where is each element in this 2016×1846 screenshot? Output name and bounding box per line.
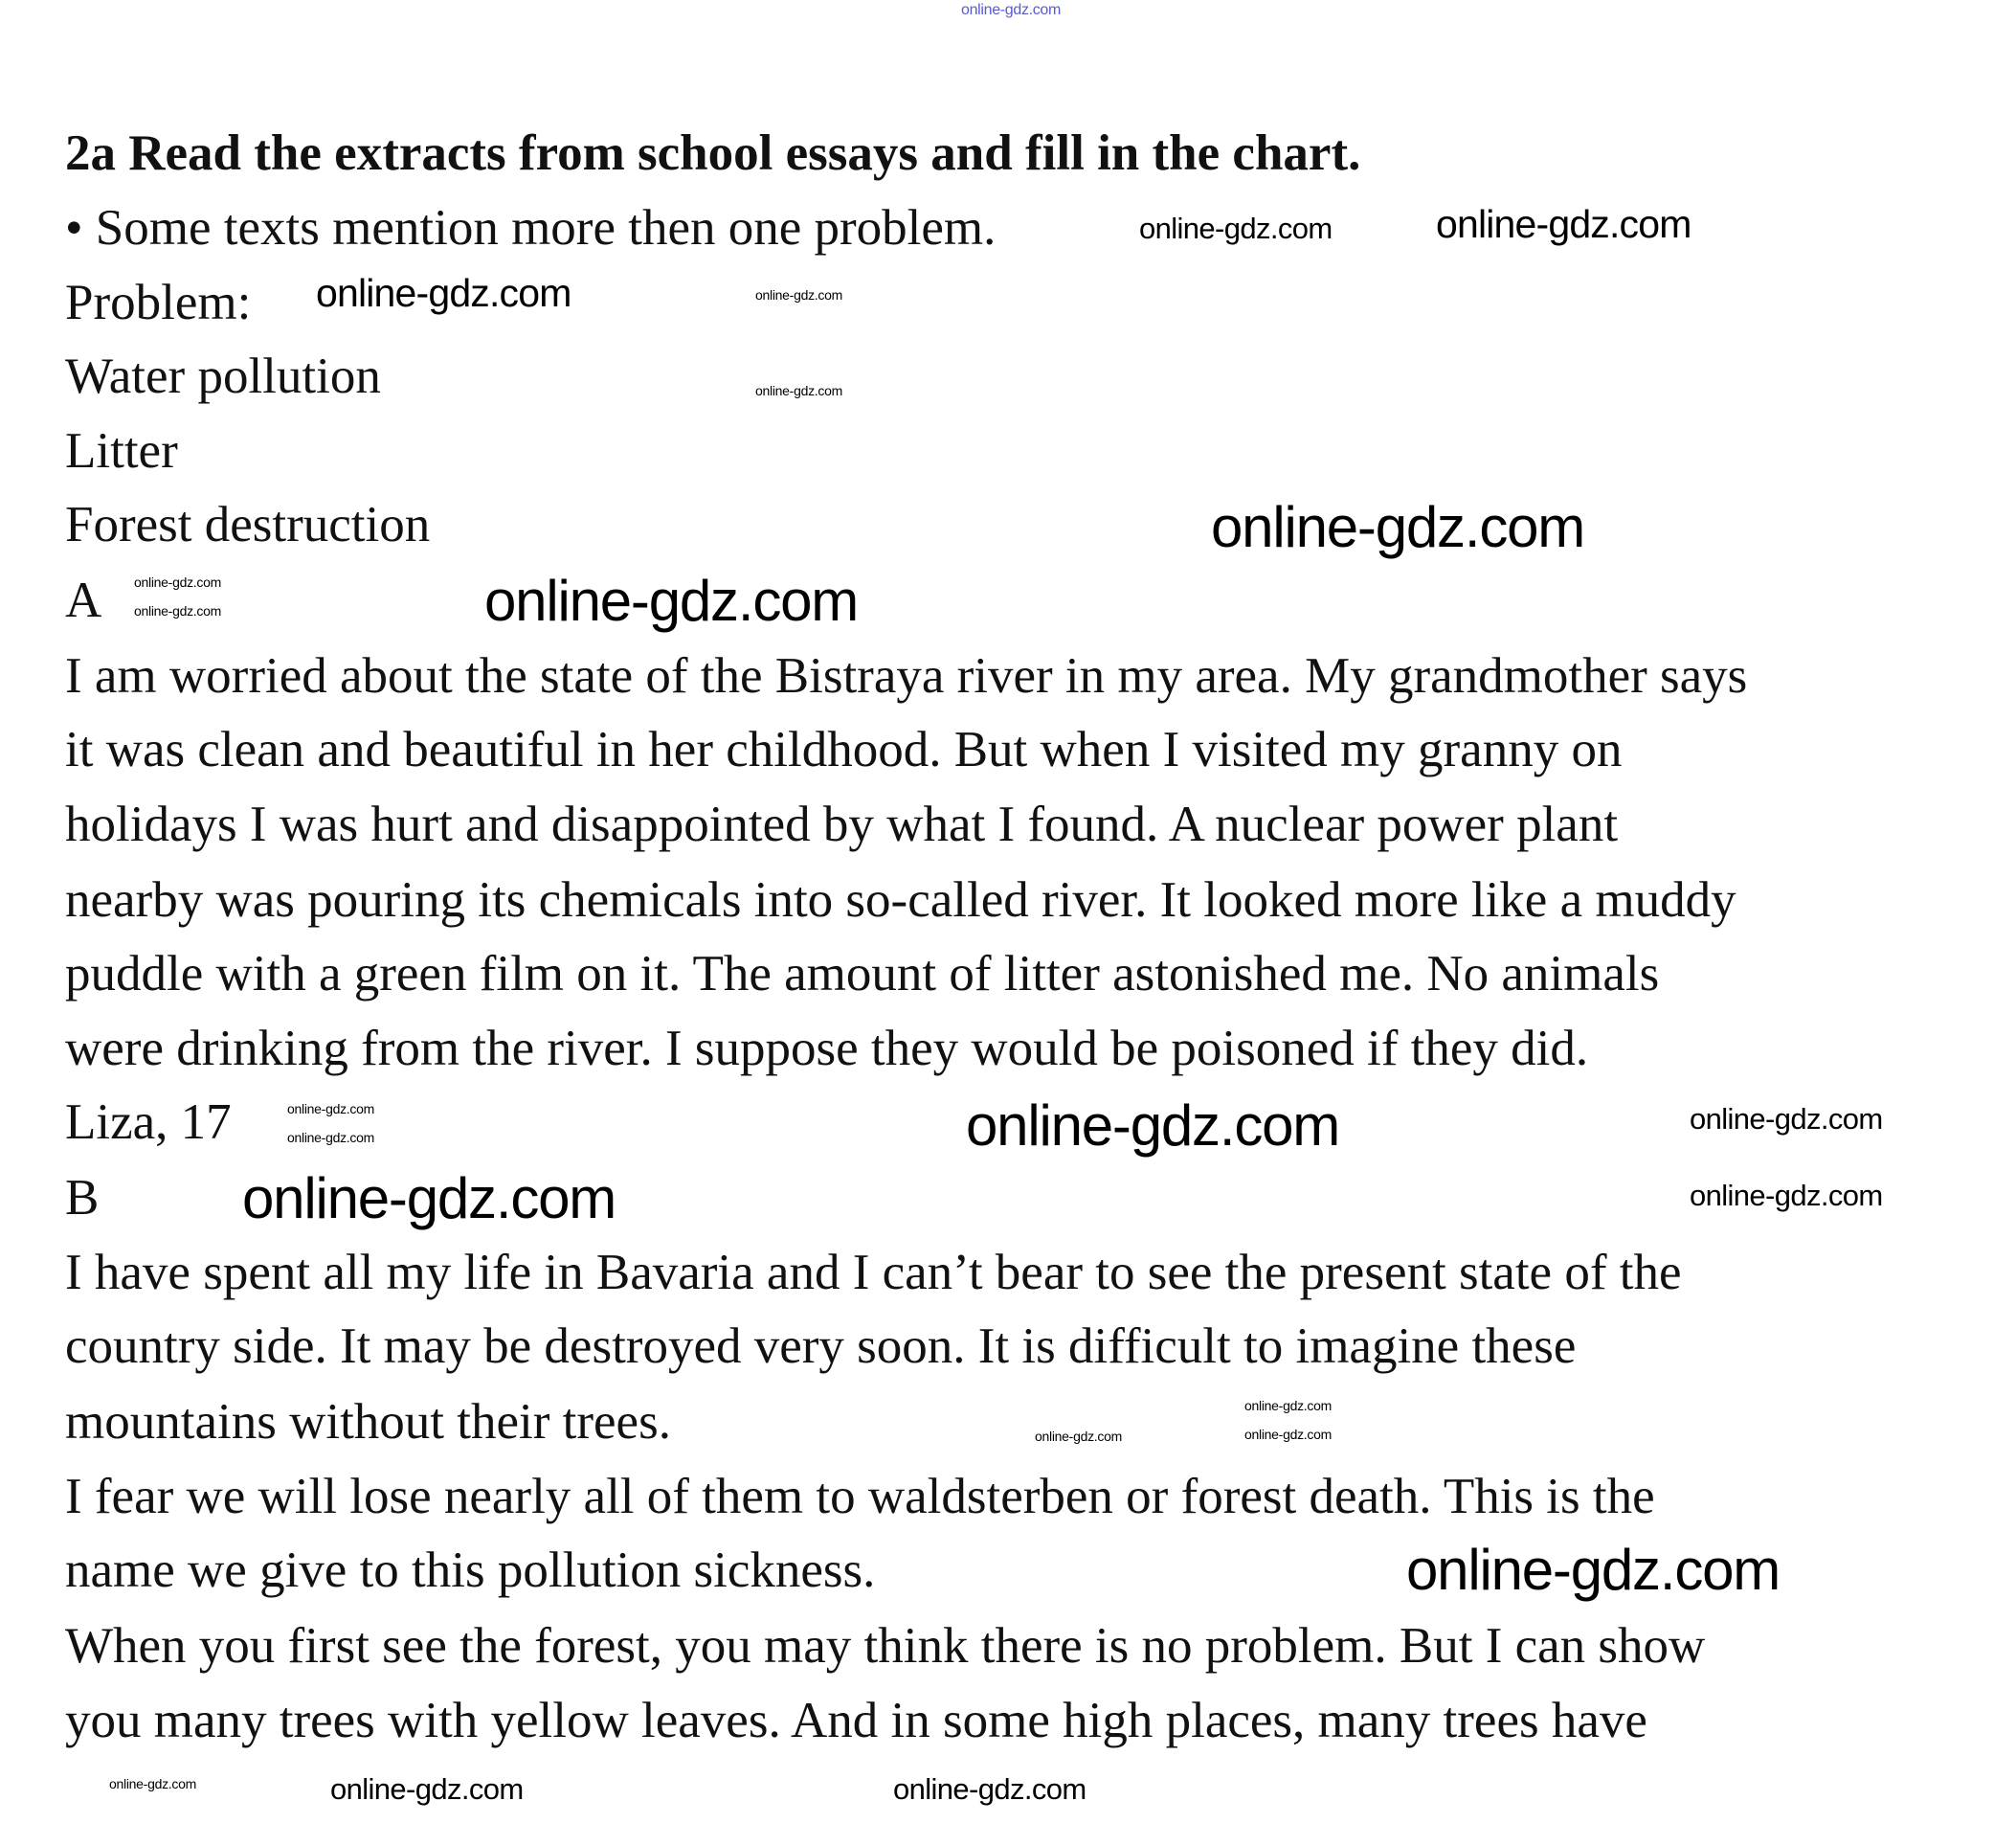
extract-b-line: I fear we will lose nearly all of them to waldsterben or forest death. This is the: [65, 1469, 1655, 1524]
watermark: online-gdz.com: [134, 603, 222, 619]
extract-a-line: I am worried about the state of the Bistraya river in my area. My grandmother says: [65, 648, 1748, 704]
extract-b-line: country side. It may be destroyed very soon. It is difficult to imagine these: [65, 1318, 1577, 1374]
exercise-note: • Some texts mention more then one problem.: [65, 200, 997, 256]
watermark: online-gdz.com: [755, 383, 843, 398]
extract-a-line: puddle with a green film on it. The amount of litter astonished me. No animals: [65, 946, 1660, 1002]
watermark: online-gdz.com: [966, 1093, 1340, 1158]
extract-a-line: nearby was pouring its chemicals into so-called river. It looked more like a muddy: [65, 872, 1736, 928]
watermark: online-gdz.com: [287, 1130, 375, 1145]
extract-b-line: you many trees with yellow leaves. And in some high places, many trees have: [65, 1693, 1647, 1748]
extract-a-line: it was clean and beautiful in her childhood. But when I visited my granny on: [65, 722, 1623, 777]
watermark: online-gdz.com: [242, 1166, 616, 1230]
extract-b-line: I have spent all my life in Bavaria and I can’t bear to see the present state of the: [65, 1245, 1682, 1300]
watermark: online-gdz.com: [1406, 1538, 1781, 1602]
watermark: online-gdz.com: [1211, 495, 1585, 559]
watermark: online-gdz.com: [1244, 1398, 1333, 1413]
watermark: online-gdz.com: [1436, 202, 1691, 246]
watermark-top: online-gdz.com: [961, 2, 1062, 18]
extract-a-author: Liza, 17: [65, 1094, 232, 1150]
problem-item: Forest destruction: [65, 497, 431, 552]
watermark: online-gdz.com: [1139, 212, 1333, 245]
extract-b-line: When you first see the forest, you may think there is no problem. But I can show: [65, 1618, 1706, 1674]
watermark: online-gdz.com: [1244, 1427, 1333, 1442]
watermark: online-gdz.com: [287, 1101, 375, 1116]
extract-a-line: were drinking from the river. I suppose they would be poisoned if they did.: [65, 1021, 1589, 1076]
watermark: online-gdz.com: [109, 1776, 197, 1791]
extract-b-line: name we give to this pollution sickness.: [65, 1542, 876, 1598]
extract-a-line: holidays I was hurt and disappointed by what I found. A nuclear power plant: [65, 797, 1619, 852]
watermark: online-gdz.com: [1690, 1102, 1883, 1136]
watermark: online-gdz.com: [1690, 1179, 1883, 1212]
watermark: online-gdz.com: [893, 1772, 1086, 1806]
watermark: online-gdz.com: [484, 569, 859, 633]
problem-item: Litter: [65, 423, 178, 479]
watermark: online-gdz.com: [134, 574, 222, 590]
watermark: online-gdz.com: [1035, 1429, 1123, 1444]
extract-b-line: mountains without their trees.: [65, 1394, 671, 1450]
exercise-heading: 2a Read the extracts from school essays and fill in the chart.: [65, 125, 1361, 181]
extract-a-label: A: [65, 573, 102, 628]
watermark: online-gdz.com: [330, 1772, 524, 1806]
extract-b-label: B: [65, 1170, 100, 1226]
watermark: online-gdz.com: [755, 287, 843, 303]
problem-item: Water pollution: [65, 349, 381, 404]
watermark: online-gdz.com: [316, 271, 571, 315]
problem-label: Problem:: [65, 275, 252, 330]
